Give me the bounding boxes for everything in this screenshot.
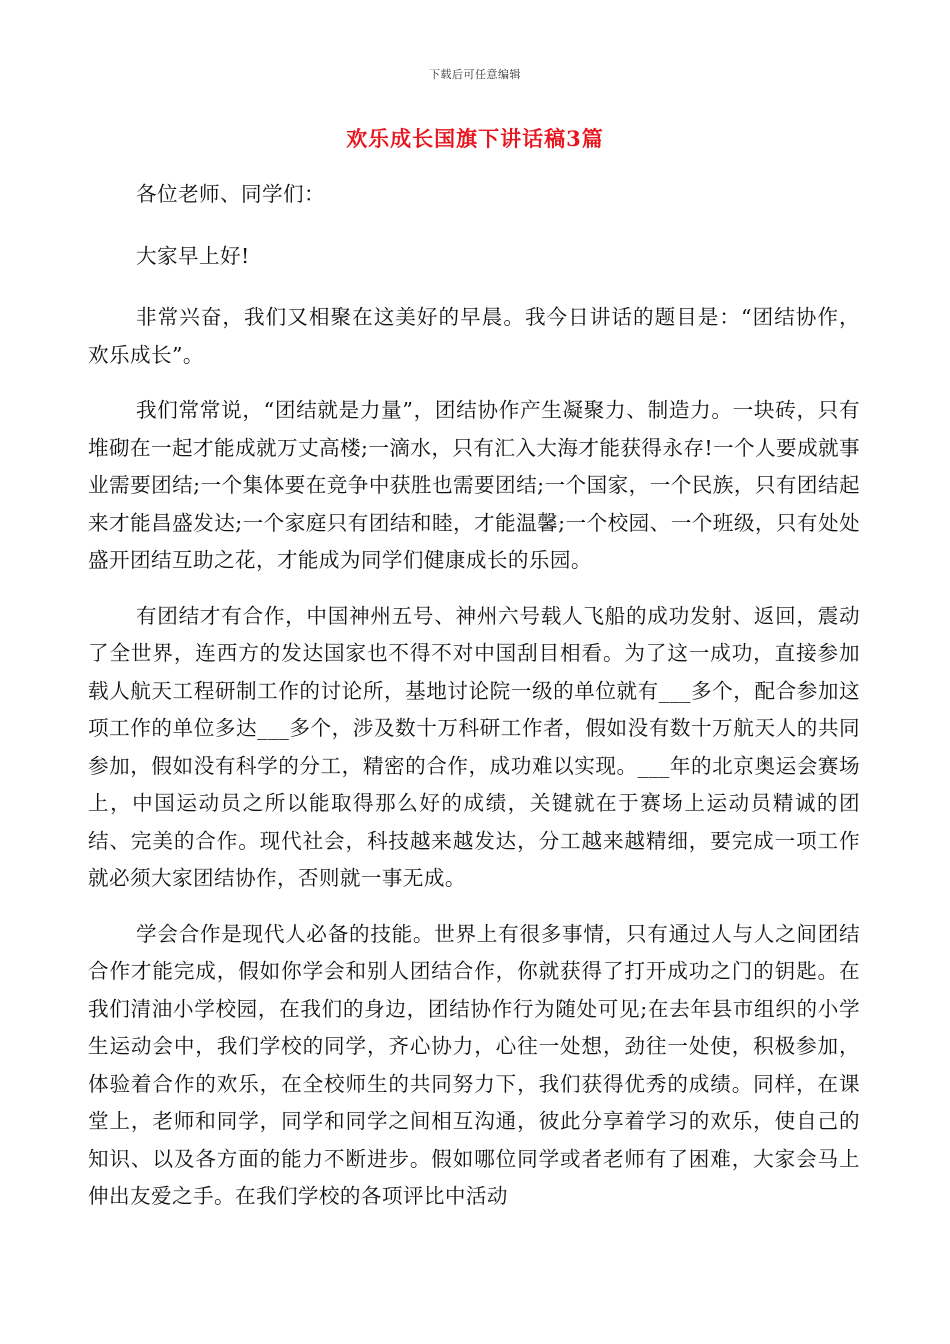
paragraph: 非常兴奋，我们又相聚在这美好的早晨。我今日讲话的题目是：“团结协作， 欢乐成长”。 [88, 305, 860, 367]
header-note: 下载后可任意编辑 [429, 68, 521, 81]
document-body [88, 176, 860, 1234]
paragraph: 我们常常说，“团结就是力量”，团结协作产生凝聚力、制造力。一块砖，只有堆砌在一起才能成就万丈高楼;一滴水，只有汇入大海才能获得永存!一个人要成就事业需要团结;一个集体要在竞争中获胜也需要团结;一个国家，一个民族，只有团结起来才能昌盛发达;一个家庭只有团结和睦，才能温馨;一个校园、一个班级，只有处处盛开团结互助之花，才能成为同学们健康成长的乐园。 [88, 398, 860, 572]
salutation: 各位老师、同学们： [136, 182, 325, 206]
document-title: 欢乐成长国旗下讲话稿3篇 [346, 126, 604, 151]
paragraph: 有团结才有合作，中国神州五号、神州六号载人飞船的成功发射、返回，震动了全世界，连西方的发达国家也不得不对中国刮目相看。为了这一成功，直接参加载人航天工程研制工作的讨论所，基地讨论院一级的单位就有___多个，配合参加这项工作的单位多达___多个，涉及数十万科研工作者，假如没有数十万航天人的共同参加，假如没有科学的分工，精密的合作，成功难以实现。___年的北京奥运会赛场上，中国运动员之所以能取得那么好的成绩，关键就在于赛场上运动员精诚的团结、完美的合作。现代社会，科技越来越发达，分工越来越精细，要完成一项工作就必须大家团结协作，否则就一事无成。 [88, 603, 860, 890]
greeting: 大家早上好! [136, 243, 250, 268]
paragraph: 学会合作是现代人必备的技能。世界上有很多事情，只有通过人与人之间团结合作才能完成，假如你学会和别人团结合作，你就获得了打开成功之门的钥匙。在我们清油小学校园，在我们的身边，团结协作行为随处可见;在去年县市组织的小学生运动会中，我们学校的同学，齐心协力，心往一处想，劲往一处使，积极参加，体验着合作的欢乐，在全校师生的共同努力下，我们获得优秀的成绩。同样，在课堂上，老师和同学，同学和同学之间相互沟通，彼此分享着学习的欢乐，使自己的知识、以及各方面的能力不断进步。假如哪位同学或者老师有了困难，大家会马上伸出友爱之手。在我们学校的各项评比中活动 [88, 921, 860, 1208]
